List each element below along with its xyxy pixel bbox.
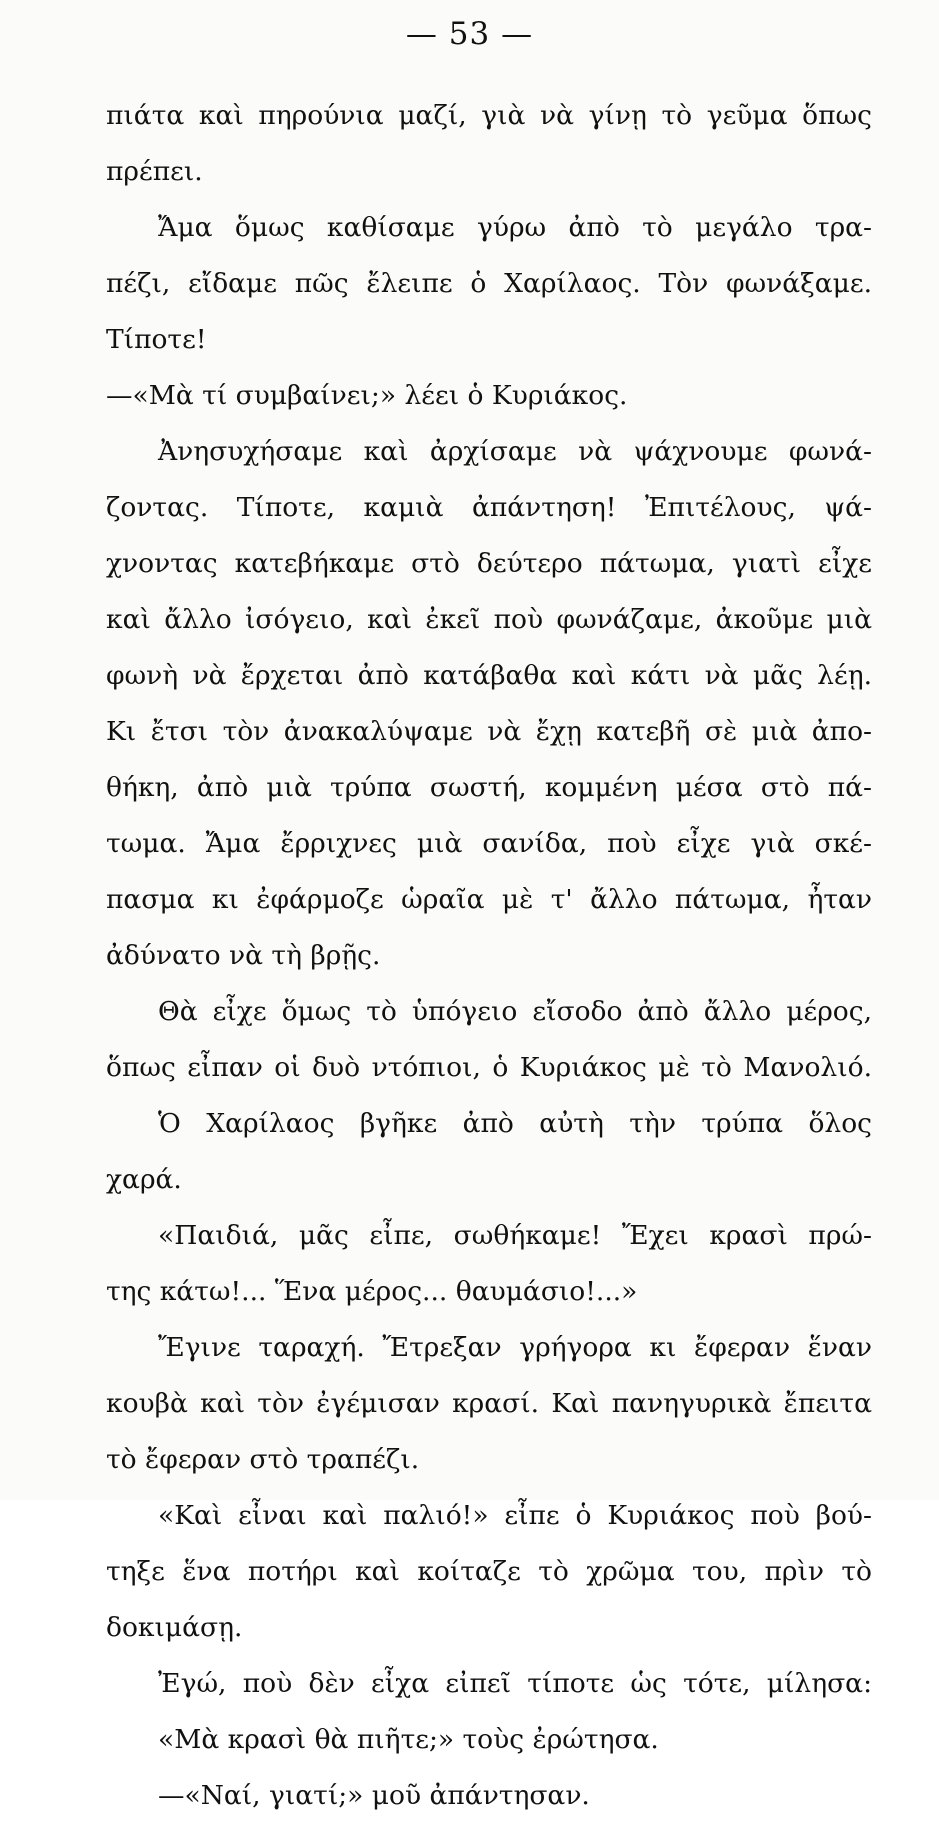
text-line: πασμα κι ἐφάρμοζε ὡραῖα μὲ τ' ἄλλο πάτωμα, ἦταν bbox=[106, 884, 872, 915]
text-line: ὅπως εἶπαν οἱ δυὸ ντόπιοι, ὁ Κυριάκος μὲ τὸ Μανολιό. bbox=[106, 1052, 872, 1083]
text-line: Ἐγώ, ποὺ δὲν εἶχα εἰπεῖ τίποτε ὡς τότε, μίλησα: bbox=[158, 1668, 872, 1699]
text-line: Ἔγινε ταραχή. Ἔτρεξαν γρήγορα κι ἔφεραν ἕναν bbox=[158, 1332, 872, 1363]
text-line: Ὁ Χαρίλαος βγῆκε ἀπὸ αὐτὴ τὴν τρύπα ὅλος bbox=[158, 1108, 872, 1139]
text-line: δοκιμάσῃ. bbox=[106, 1612, 243, 1643]
text-line: θήκη, ἀπὸ μιὰ τρύπα σωστή, κομμένη μέσα στὸ πά- bbox=[106, 772, 872, 803]
text-line: Ἄμα ὅμως καθίσαμε γύρω ἀπὸ τὸ μεγάλο τρα- bbox=[158, 212, 872, 243]
text-line: χαρά. bbox=[106, 1164, 182, 1195]
text-line: ἀδύνατο νὰ τὴ βρῇς. bbox=[106, 940, 381, 971]
text-line: —«Ναί, γιατί;» μοῦ ἀπάντησαν. bbox=[158, 1780, 590, 1811]
body-text bbox=[106, 88, 872, 1824]
text-line: Ἀνησυχήσαμε καὶ ἀρχίσαμε νὰ ψάχνουμε φωνά- bbox=[158, 436, 872, 467]
text-line: ζοντας. Τίποτε, καμιὰ ἀπάντηση! Ἐπιτέλους, ψά- bbox=[106, 492, 872, 523]
text-line: «Μὰ κρασὶ θὰ πιῆτε;» τοὺς ἐρώτησα. bbox=[158, 1724, 659, 1755]
text-line: «Παιδιά, μᾶς εἶπε, σωθήκαμε! Ἔχει κρασὶ πρώ- bbox=[158, 1220, 872, 1251]
text-line: πιάτα καὶ πηρούνια μαζί, γιὰ νὰ γίνῃ τὸ γεῦμα ὅπως bbox=[106, 100, 872, 131]
text-line: φωνὴ νὰ ἔρχεται ἀπὸ κατάβαθα καὶ κάτι νὰ μᾶς λέῃ. bbox=[106, 660, 872, 691]
text-line: πρέπει. bbox=[106, 156, 203, 187]
text-line: τηξε ἕνα ποτήρι καὶ κοίταζε τὸ χρῶμα του, πρὶν τὸ bbox=[106, 1556, 872, 1587]
text-line: τὸ ἔφεραν στὸ τραπέζι. bbox=[106, 1444, 420, 1475]
text-line: κουβὰ καὶ τὸν ἐγέμισαν κρασί. Καὶ πανηγυρικὰ ἔπειτα bbox=[106, 1388, 872, 1419]
text-line: Τίποτε! bbox=[106, 324, 207, 355]
text-line: «Καὶ εἶναι καὶ παλιό!» εἶπε ὁ Κυριάκος ποὺ βού- bbox=[158, 1500, 872, 1531]
text-line: τωμα. Ἄμα ἔρριχνες μιὰ σανίδα, ποὺ εἶχε γιὰ σκέ- bbox=[106, 828, 872, 859]
text-line: πέζι, εἴδαμε πῶς ἔλειπε ὁ Χαρίλαος. Τὸν φωνάξαμε. bbox=[106, 268, 872, 299]
text-line: Κι ἔτσι τὸν ἀνακαλύψαμε νὰ ἔχῃ κατεβῆ σὲ μιὰ ἀπο- bbox=[106, 716, 872, 747]
text-line: Θὰ εἶχε ὅμως τὸ ὑπόγειο εἴσοδο ἀπὸ ἄλλο μέρος, bbox=[158, 996, 872, 1027]
text-line: χνοντας κατεβήκαμε στὸ δεύτερο πάτωμα, γιατὶ εἶχε bbox=[106, 548, 872, 579]
text-line: —«Μὰ τί συμβαίνει;» λέει ὁ Κυριάκος. bbox=[106, 380, 628, 411]
text-line: καὶ ἄλλο ἰσόγειο, καὶ ἐκεῖ ποὺ φωνάζαμε, ἀκοῦμε μιὰ bbox=[106, 604, 872, 635]
page-number: — 53 — bbox=[405, 16, 534, 52]
text-line: της κάτω!... Ἕνα μέρος... θαυμάσιο!...» bbox=[106, 1276, 638, 1307]
